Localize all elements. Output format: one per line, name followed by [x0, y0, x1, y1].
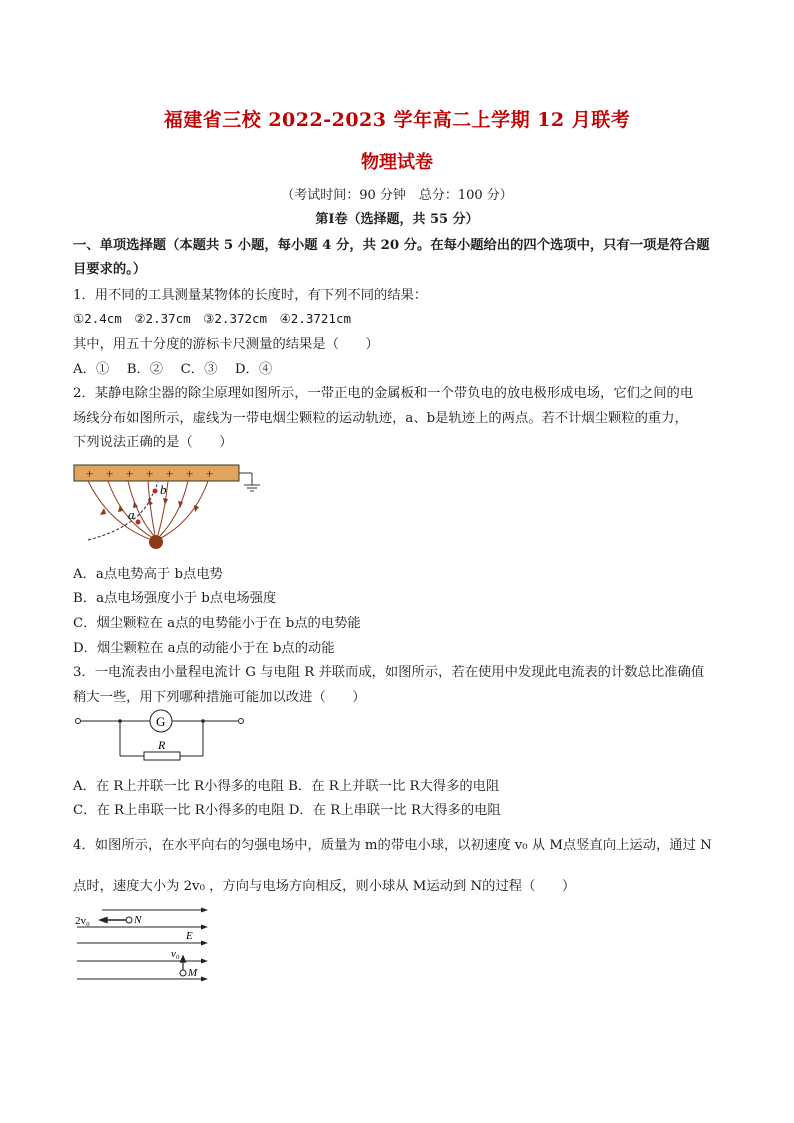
q2-option-d: D．烟尘颗粒在 a点的动能小于在 b点的动能 [73, 641, 335, 656]
label-v0: v₀ [171, 948, 180, 960]
q3-stem-line1: 3．一电流表由小量程电流计 G 与电阻 R 并联而成，如图所示，若在使用中发现此电流表的计数总比准确值 [73, 665, 705, 680]
q1-ask: 其中，用五十分度的游标卡尺测量的结果是（ ） [73, 337, 379, 352]
point-n [126, 917, 132, 923]
label-r: R [158, 738, 166, 752]
point-m [180, 970, 186, 976]
resistor-r [144, 752, 180, 760]
label-n: N [134, 914, 142, 926]
svg-text:+: + [106, 466, 114, 481]
label-a: a [128, 507, 135, 522]
svg-text:+: + [126, 466, 134, 481]
point-b [153, 489, 158, 494]
q4-field-figure [72, 903, 212, 985]
exam-info: （考试时间：90 分钟 总分：100 分） [281, 188, 513, 203]
q2-option-a: A．a点电势高于 b点电势 [73, 567, 223, 582]
q3-options-cd: C．在 R上串联一比 R小得多的电阻 D．在 R上串联一比 R大得多的电阻 [73, 803, 501, 818]
field-lines [88, 481, 208, 540]
q1-stem: 1．用不同的工具测量某物体的长度时，有下列不同的结果： [73, 288, 428, 303]
q3-circuit-figure [70, 708, 255, 766]
right-terminal [239, 719, 244, 724]
q4-stem-line1: 4．如图所示，在水平向右的匀强电场中，质量为 m的带电小球，以初速度 v₀ 从 M点竖直向上运动，通过 N [73, 838, 712, 853]
q2-stem-line3: 下列说法正确的是（ ） [73, 435, 233, 450]
section-heading-line1: 一、单项选择题（本题共 5 小题，每小题 4 分，共 20 分。在每小题给出的四个选项中，只有一项是符合题 [73, 238, 710, 253]
label-g: G [156, 714, 166, 729]
q3-stem-line2: 稍大一些，用下列哪种措施可能加以改进（ ） [73, 690, 366, 705]
svg-text:+: + [146, 466, 154, 481]
section-heading-line2: 目要求的。） [73, 262, 147, 277]
q2-option-b: B．a点电场强度小于 b点电场强度 [73, 591, 277, 606]
svg-text:+: + [186, 466, 194, 481]
q2-field-figure [70, 460, 270, 555]
svg-text:+: + [206, 466, 214, 481]
svg-text:+: + [166, 466, 174, 481]
velocity-v0-arrow [181, 956, 186, 970]
q2-stem-line1: 2．某静电除尘器的除尘原理如图所示，一带正电的金属板和一个带负电的放电极形成电场，它们之间的电 [73, 386, 694, 401]
positive-plate [74, 465, 239, 481]
label-e: E [186, 930, 193, 942]
q4-stem-line2: 点时，速度大小为 2v₀ ，方向与电场方向相反，则小球从 M运动到 N的过程（ ） [73, 879, 576, 894]
q3-options-ab: A．在 R上并联一比 R小得多的电阻 B．在 R上并联一比 R大得多的电阻 [73, 779, 500, 794]
exam-subtitle: 物理试卷 [361, 152, 433, 173]
label-m: M [188, 967, 198, 979]
q1-values: ①2.4cm ②2.37cm ③2.372cm ④2.3721cm [73, 311, 351, 326]
label-b: b [160, 482, 167, 497]
point-a [136, 520, 141, 525]
ground-symbol [239, 473, 260, 491]
left-terminal [76, 719, 81, 724]
field-arrowheads [201, 908, 208, 982]
svg-text:+: + [86, 466, 94, 481]
velocity-2v0-arrow [100, 918, 128, 923]
q2-option-c: C．烟尘颗粒在 a点的电势能小于在 b点的电势能 [73, 616, 361, 631]
part-heading: 第Ⅰ卷（选择题，共 55 分） [315, 212, 479, 227]
q1-options: A．① B．② C．③ D．④ [73, 362, 273, 377]
exam-title: 福建省三校 2022-2023 学年高二上学期 12 月联考 [163, 109, 631, 131]
label-2v0: 2v₀ [75, 915, 90, 927]
negative-electrode [149, 535, 163, 549]
q2-stem-line2: 场线分布如图所示，虚线为一带电烟尘颗粒的运动轨迹，a、b是轨迹上的两点。若不计烟尘颗粒的重力， [73, 411, 688, 426]
